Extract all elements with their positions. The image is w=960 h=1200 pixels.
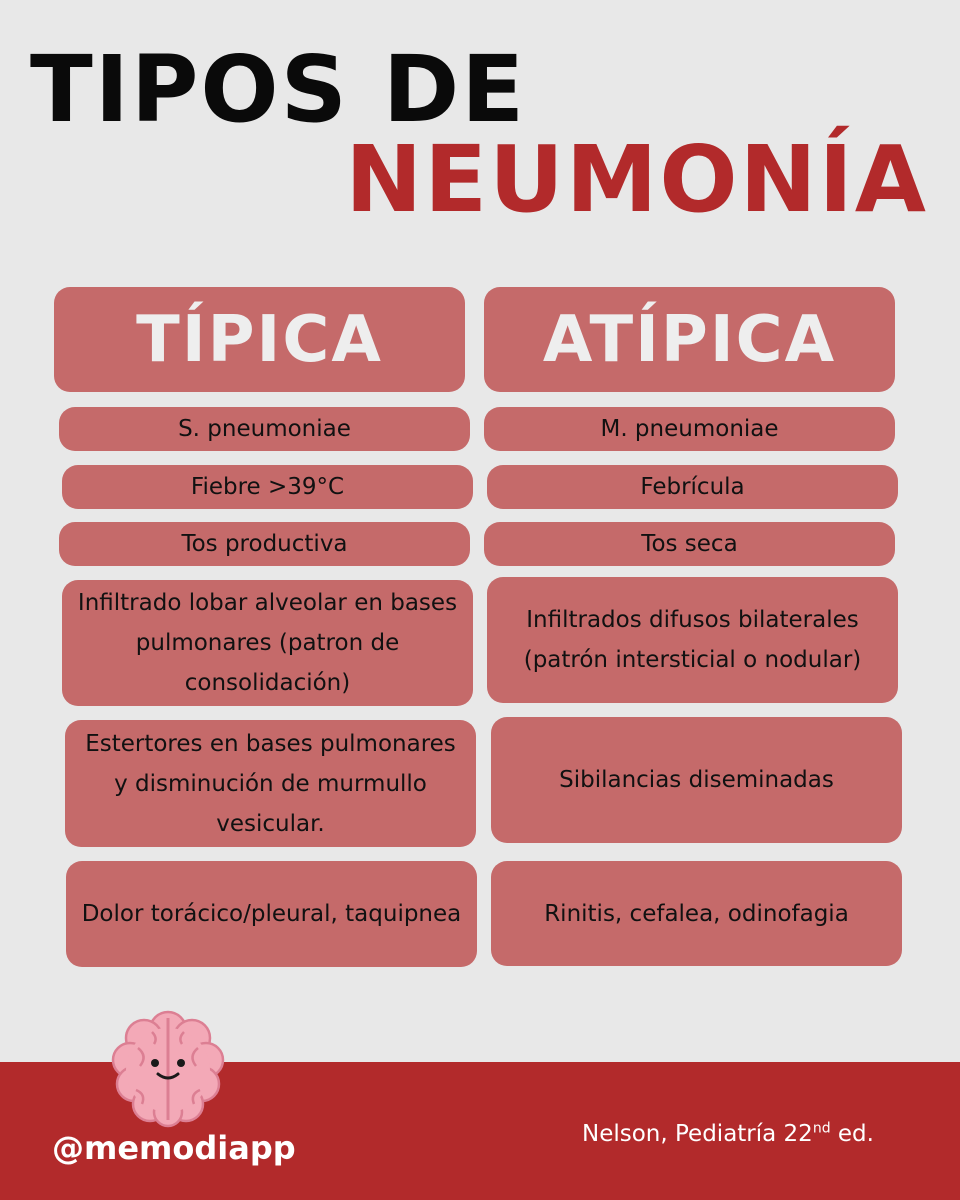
typical-item-label: Dolor torácico/pleural, taquipnea [81,901,462,927]
typical-item-auscultation [65,720,476,847]
atypical-item-pathogen [484,407,895,451]
citation-edition: ed. [830,1121,874,1147]
title-line-2: NEUMONÍA [345,126,928,233]
citation-superscript: nd [812,1120,831,1137]
typical-item-pain [66,861,477,967]
atypical-item-label: M. pneumoniae [600,416,779,442]
atypical-item-auscultation [491,717,902,843]
typical-item-cough [59,522,470,566]
typical-header [54,287,465,392]
atypical-item-label: Rinitis, cefalea, odinofagia [544,900,849,927]
typical-item-label: Tos productiva [181,531,348,557]
typical-item-label: Fiebre >39°C [190,474,345,500]
typical-header-label: TÍPICA [136,302,383,377]
atypical-item-symptoms [491,861,902,966]
atypical-item-fever [487,465,898,509]
atypical-item-cough [484,522,895,566]
typical-item-label: S. pneumoniae [178,416,351,442]
typical-item-pathogen [59,407,470,451]
typical-item-label: Infiltrado lobar alveolar en bases pulmonares (patron de consolidación) [77,590,458,696]
atypical-item-infiltrate [487,577,898,703]
atypical-item-label: Sibilancias diseminadas [559,767,834,793]
social-handle: @memodiapp [52,1129,296,1167]
brain-mascot-icon [108,1008,228,1128]
atypical-item-label: Infiltrados difusos bilaterales (patrón intersticial o nodular) [523,607,862,673]
atypical-header [484,287,895,392]
citation-text: Nelson, Pediatría 22 [582,1121,813,1147]
atypical-header-label: ATÍPICA [542,302,837,377]
typical-item-infiltrate [62,580,473,706]
typical-item-fever [62,465,473,509]
atypical-item-label: Tos seca [641,531,738,557]
typical-item-label: Estertores en bases pulmonares y disminución de murmullo vesicular. [85,730,456,837]
source-citation [582,1114,874,1154]
atypical-item-label: Febrícula [640,474,745,500]
title-line-1: TIPOS DE [30,36,527,143]
